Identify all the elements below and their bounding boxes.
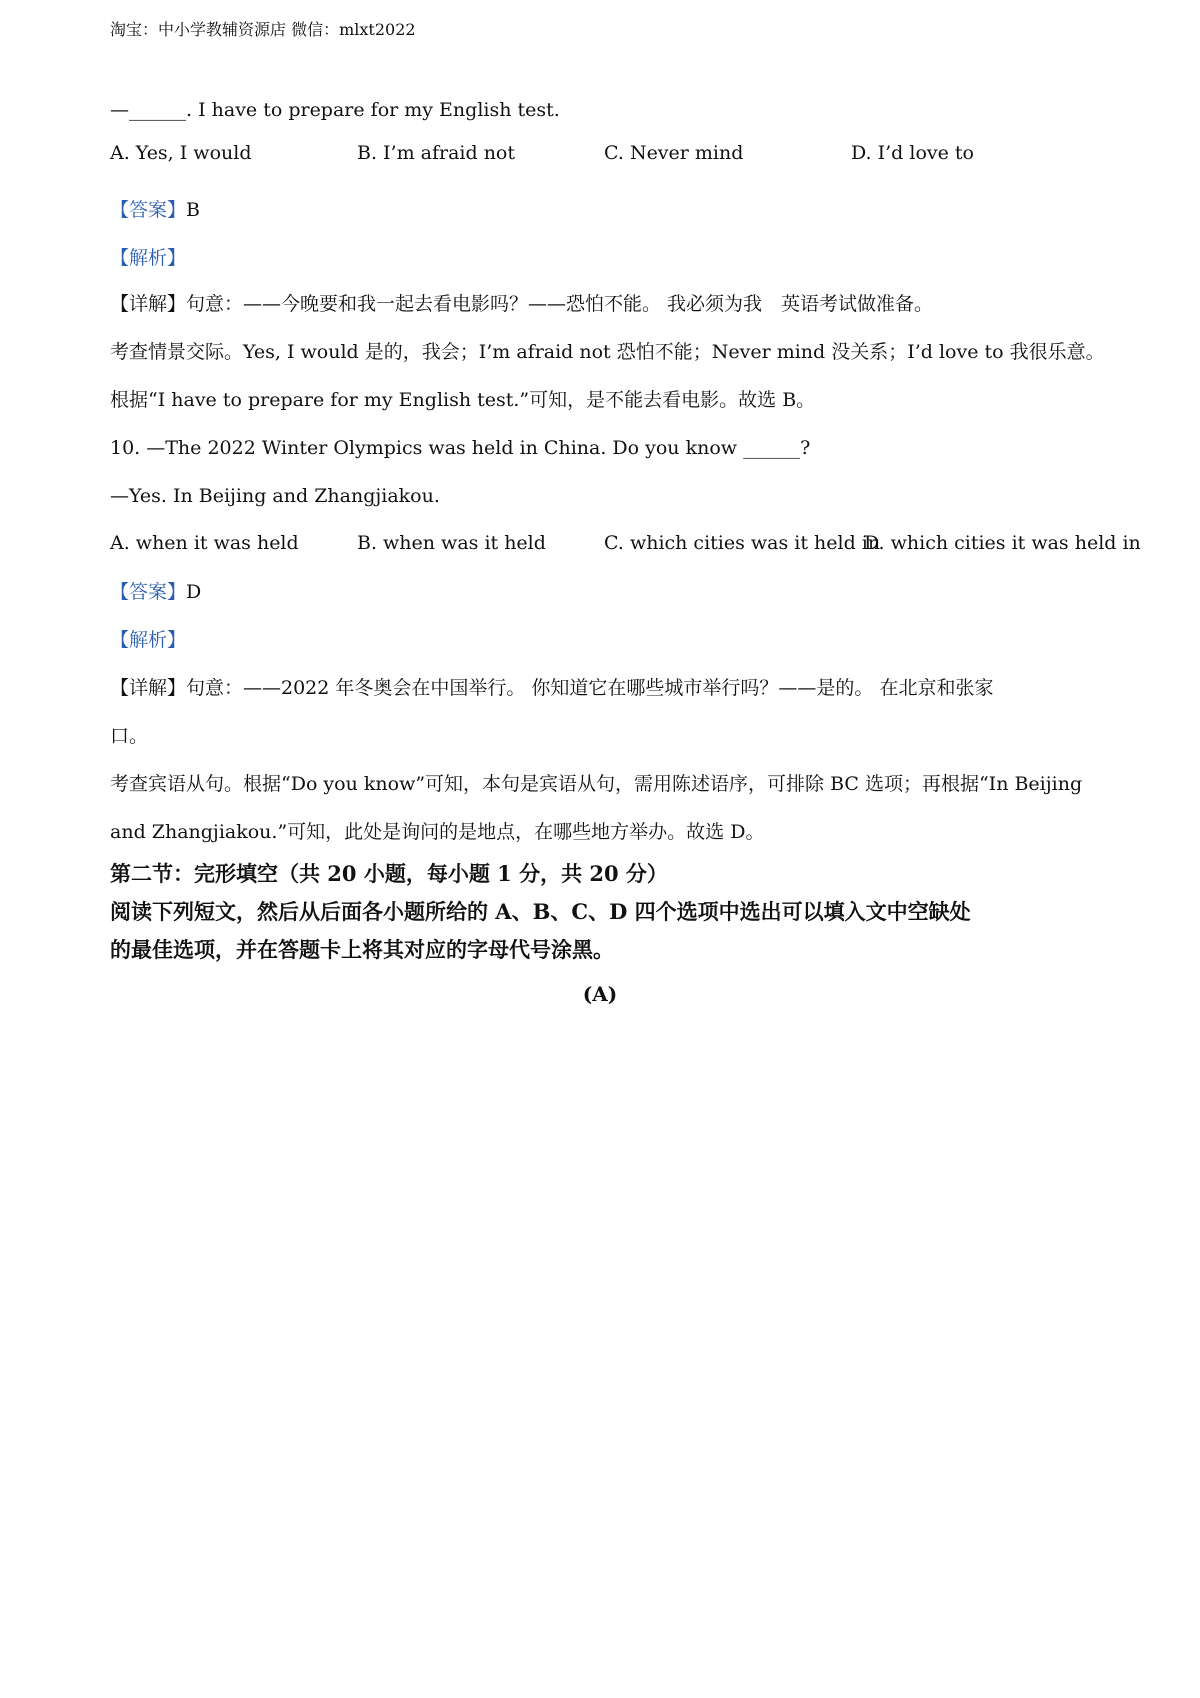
answer-value: B	[186, 199, 200, 221]
q9-option-c: C. Never mind	[604, 142, 744, 164]
q10-question: 10. —The 2022 Winter Olympics was held in China. Do you know ______?	[110, 437, 811, 459]
q10-analysis-tag: 【解析】	[110, 629, 187, 651]
q10-option-b: B. when was it held	[357, 532, 546, 554]
q10-option-c: C. which cities was it held in	[604, 532, 881, 554]
q9-option-d: D. I’d love to	[851, 142, 974, 164]
q9-option-b: B. I’m afraid not	[357, 142, 516, 164]
q10-option-a: A. when it was held	[110, 532, 299, 554]
q9-explanation-line: 考查情景交际。Yes, I would 是的，我会；I’m afraid not 恐怕不能；Never mind 没关系；I’d love to 我很乐意。	[110, 341, 1105, 363]
q9-answer	[110, 198, 200, 222]
answer-tag: 【答案】	[110, 199, 187, 221]
q10-detail-line1: 【详解】句意：——2022 年冬奥会在中国举行。 你知道它在哪些城市举行吗？——是的。 在北京和张家	[110, 677, 994, 699]
q10-detail-line2: 口。	[110, 725, 149, 747]
page-header: 淘宝：中小学教辅资源店 微信：mlxt2022	[110, 20, 416, 39]
q10-answer	[110, 580, 201, 604]
answer-value: D	[186, 581, 202, 603]
passage-title: (A)	[582, 982, 618, 1006]
q9-detail: 【详解】句意：——今晚要和我一起去看电影吗？——恐怕不能。 我必须为我 英语考试做准备。	[110, 293, 934, 315]
section2-title: 第二节：完形填空（共 20 小题，每小题 1 分，共 20 分）	[110, 861, 668, 886]
q10-reply: —Yes. In Beijing and Zhangjiakou.	[110, 485, 440, 507]
answer-tag: 【答案】	[110, 581, 187, 603]
q9-answer-line: —______. I have to prepare for my English test.	[110, 99, 560, 121]
section2-instruction-line1: 阅读下列短文，然后从后面各小题所给的 A、B、C、D 四个选项中选出可以填入文中空缺处	[110, 899, 971, 924]
q9-conclusion: 根据“I have to prepare for my English test.”可知，是不能去看电影。故选 B。	[110, 389, 816, 411]
q10-conclusion: and Zhangjiakou.”可知，此处是询问的是地点，在哪些地方举办。故选 D。	[110, 821, 765, 843]
q9-analysis-tag: 【解析】	[110, 247, 187, 269]
q10-option-d: D. which cities it was held in	[864, 532, 1141, 554]
q9-option-a: A. Yes, I would	[110, 142, 252, 164]
section2-instruction-line2: 的最佳选项，并在答题卡上将其对应的字母代号涂黑。	[110, 937, 614, 962]
q10-explanation-line: 考查宾语从句。根据“Do you know”可知，本句是宾语从句，需用陈述语序，可排除 BC 选项；再根据“In Beijing	[110, 773, 1083, 795]
